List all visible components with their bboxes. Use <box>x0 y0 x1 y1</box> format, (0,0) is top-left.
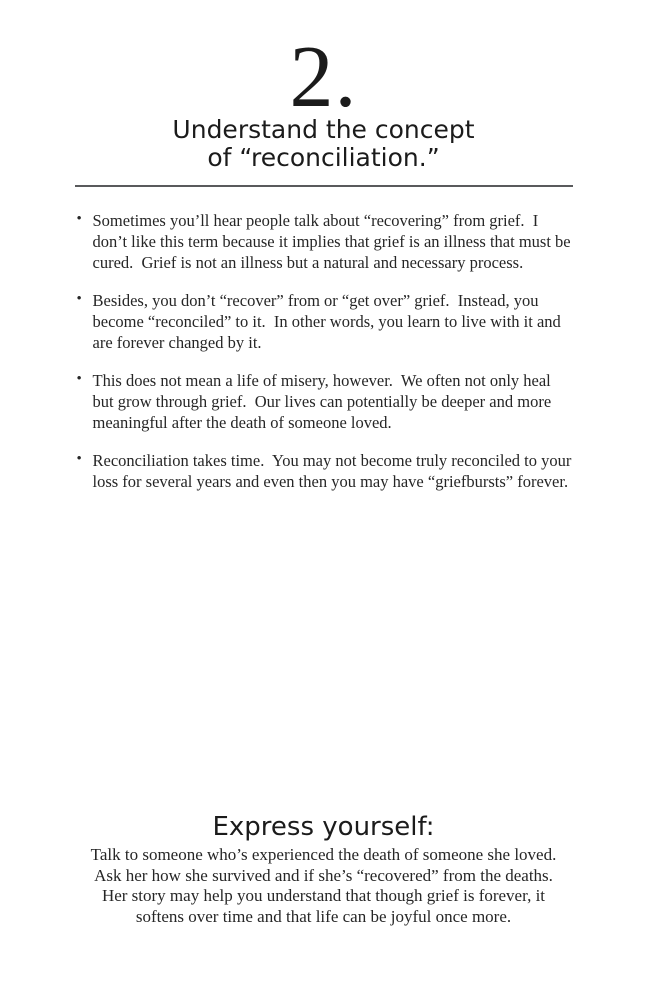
page-header <box>0 0 647 187</box>
express-line: Her story may help you understand that though grief is forever, it <box>101 886 546 905</box>
bullet-icon: • <box>76 371 82 387</box>
bullet-text: Reconciliation takes time. You may not become truly reconciled to your loss for several years and even then you may have “griefbursts” forever. <box>92 451 576 491</box>
chapter-subtitle-line-2: of “reconciliation.” <box>207 143 440 172</box>
bullet-icon: • <box>76 211 82 227</box>
bullet-text: Sometimes you’ll hear people talk about “recovering” from grief. I don’t like this term because it implies that grief is an illness that must be cured. Grief is not an illness but a natural and necessary process. <box>92 211 575 272</box>
bullet-icon: • <box>76 291 82 307</box>
bullet-text: Besides, you don’t “recover” from or “get over” grief. Instead, you become “reconciled” to it. In other words, you learn to live with it and are forever changed by it. <box>92 291 565 352</box>
express-yourself-heading: Express yourself: <box>212 812 435 842</box>
bullet-item <box>75 210 573 273</box>
chapter-number: 2. <box>289 29 358 126</box>
bullet-text: This does not mean a life of misery, however. We often not only heal but grow through grief. Our lives can potentially be deeper and more meaningful after the death of someone loved. <box>92 371 556 432</box>
express-line: Talk to someone who’s experienced the death of someone she loved. <box>90 845 557 864</box>
bullet-item <box>75 290 573 353</box>
express-line: Ask her how she survived and if she’s “recovered” from the deaths. <box>94 865 553 885</box>
express-yourself-section <box>40 812 607 927</box>
express-yourself-text <box>40 845 607 927</box>
bullet-list <box>75 210 576 492</box>
bullet-icon: • <box>76 451 82 467</box>
express-line: softens over time and that life can be joyful once more. <box>135 906 512 926</box>
chapter-subtitle-line-1: Understand the concept <box>172 115 475 144</box>
bullet-item <box>75 370 573 433</box>
chapter-subtitle <box>0 116 647 172</box>
bullet-item <box>75 450 576 492</box>
section-divider <box>75 185 573 187</box>
